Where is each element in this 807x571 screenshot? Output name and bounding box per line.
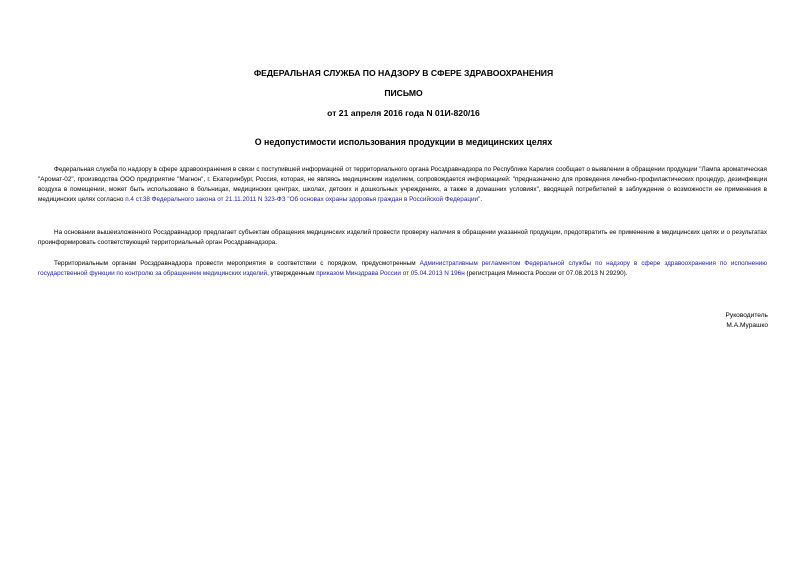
signatory-name: М.А.Мурашко — [726, 322, 768, 329]
order-196n-link[interactable]: приказом Минздрава России от 05.04.2013 N 196н — [316, 270, 465, 277]
agency-title: ФЕДЕРАЛЬНАЯ СЛУЖБА ПО НАДЗОРУ В СФЕРЕ ЗДРАВООХРАНЕНИЯ — [253, 68, 554, 78]
paragraph-1-end: . — [480, 196, 483, 203]
paragraph-3-end: (регистрация Минюста России от 07.08.2013 N 29290). — [464, 270, 628, 277]
document-subject: О недопустимости использования продукции в медицинских целях — [254, 137, 553, 147]
document-type: ПИСЬМО — [384, 88, 423, 98]
administrative-regulation-link[interactable]: Административным регламентом Федеральной службы по надзору в сфере здравоохранения по исполнению государственной функции по контролю за обращением медицинских изделий — [38, 260, 767, 277]
paragraph-3-text: Территориальным органам Росздравнадзора провести мероприятия в соответствии с порядком, предусмотренным — [54, 260, 420, 267]
paragraph-3 — [38, 259, 767, 279]
signatory-position: Руководитель — [725, 312, 768, 319]
paragraph-1 — [38, 165, 767, 205]
paragraph-2-text: На основании вышеизложенного Росздравнадзор предлагает субъектам обращения медицинских изделий провести проверку наличия в обращении указанной продукции, предотвратить ее применение в медицинских целях и о результатах проинформировать соответствующий территориальный орган Росздравнадзора. — [38, 229, 767, 246]
law-323-fz-link[interactable]: п.4 ст.38 Федерального закона от 21.11.2011 N 323-ФЗ "Об основах охраны здоровья граждан в Российской Федерации" — [125, 196, 481, 203]
paragraph-2 — [38, 228, 767, 248]
document-date-number: от 21 апреля 2016 года N 01И-820/16 — [327, 108, 480, 118]
paragraph-1-text: Федеральная служба по надзору в сфере здравоохранения в связи с поступившей информацией от территориального органа Росздравнадзора по Республике Карелия сообщает о выявлении в обращении продукции "Лампа ароматическая "Аромат-02", производства ООО предприятие "Магнон", г. Екатеринбург, Россия, которая, не являясь медицинским изделием, сопровождается информацией: "предназначено для проведения лечебно-профилактических процедур, дезинфекции воздуха в помещении, может быть использовано в больницах, медицинских центрах, школах, детских и дошкольных учреждениях, а также в домашних условиях", вводящей потребителей в заблуждение о возможности ее применения в медицинских целях согласно — [38, 166, 767, 203]
paragraph-3-mid: , утвержденным — [267, 270, 317, 277]
signature-block — [726, 311, 768, 331]
